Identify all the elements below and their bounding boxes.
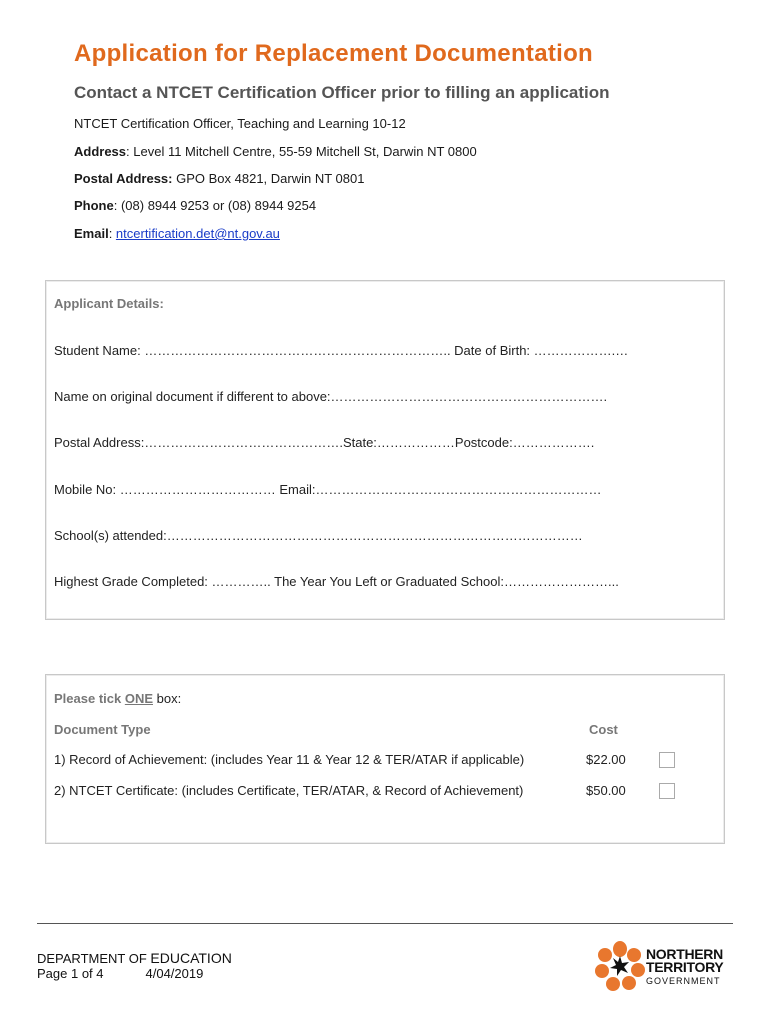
logo-line-government: GOVERNMENT — [646, 976, 721, 986]
mobile-email-field[interactable]: Mobile No: ……………………………… Email:………………………………………………………… — [54, 482, 602, 497]
page-number: Page 1 of 4 — [37, 966, 104, 981]
cost-header: Cost — [589, 722, 618, 737]
highest-grade-field[interactable]: Highest Grade Completed: ………….. The Year You Left or Graduated School:……………………... — [54, 574, 619, 589]
page-info — [37, 966, 203, 981]
address-value: : Level 11 Mitchell Centre, 55-59 Mitchell St, Darwin NT 0800 — [126, 144, 477, 159]
tick-instruction-pre: Please tick — [54, 691, 125, 706]
record-of-achievement-checkbox[interactable] — [659, 752, 675, 768]
postal-address-field[interactable]: Postal Address:……………………………………….State:………………Postcode:………………. — [54, 435, 595, 450]
logo-text — [646, 948, 723, 988]
applicant-details-panel — [45, 280, 725, 620]
ntcet-certificate-label: 2) NTCET Certificate: (includes Certificate, TER/ATAR, & Record of Achievement) — [54, 783, 524, 798]
ntcet-certificate-checkbox[interactable] — [659, 783, 675, 799]
tick-instruction-one: ONE — [124, 691, 153, 706]
footer-date: 4/04/2019 — [145, 966, 204, 981]
logo-line-territory: TERRITORY — [646, 959, 724, 975]
nt-government-logo — [594, 940, 744, 992]
postal-line — [74, 171, 364, 186]
document-type-header: Document Type — [54, 722, 151, 737]
record-of-achievement-cost: $22.00 — [586, 752, 626, 767]
desert-rose-icon — [594, 940, 646, 992]
address-line — [74, 144, 477, 159]
applicant-details-heading: Applicant Details: — [54, 296, 164, 311]
postal-label: Postal Address: — [74, 171, 173, 186]
footer-divider — [37, 923, 733, 924]
ntcet-certificate-cost: $50.00 — [586, 783, 626, 798]
address-label: Address — [74, 144, 127, 159]
tick-instruction-post: box: — [153, 691, 182, 706]
email-line — [74, 226, 280, 241]
department-title: EDUCATION — [150, 950, 232, 966]
department-name — [37, 950, 232, 966]
email-separator: : — [108, 226, 116, 241]
page-title: Application for Replacement Documentation — [74, 40, 594, 67]
logo-line-northern: NORTHERN — [646, 946, 723, 962]
phone-label: Phone — [74, 198, 114, 213]
department-prefix: DEPARTMENT OF — [37, 951, 151, 966]
postal-value: GPO Box 4821, Darwin NT 0801 — [172, 171, 365, 186]
student-name-field[interactable]: Student Name: …………………………………………………………….. Date of Birth: ……………….… — [54, 343, 629, 358]
phone-line — [74, 198, 316, 213]
phone-value: : (08) 8944 9253 or (08) 8944 9254 — [113, 198, 317, 213]
document-type-panel — [45, 674, 725, 844]
officer-line: NTCET Certification Officer, Teaching and Learning 10-12 — [74, 116, 406, 131]
page-subtitle: Contact a NTCET Certification Officer prior to filling an application — [74, 83, 610, 102]
record-of-achievement-label: 1) Record of Achievement: (includes Year 11 & Year 12 & TER/ATAR if applicable) — [54, 752, 525, 767]
email-link[interactable]: ntcertification.det@nt.gov.au — [115, 226, 280, 241]
original-name-field[interactable]: Name on original document if different to above:………………………………………………………. — [54, 389, 608, 404]
tick-instruction — [54, 691, 181, 706]
schools-attended-field[interactable]: School(s) attended:…………………………………………………………………………………… — [54, 528, 583, 543]
email-label: Email — [74, 226, 109, 241]
